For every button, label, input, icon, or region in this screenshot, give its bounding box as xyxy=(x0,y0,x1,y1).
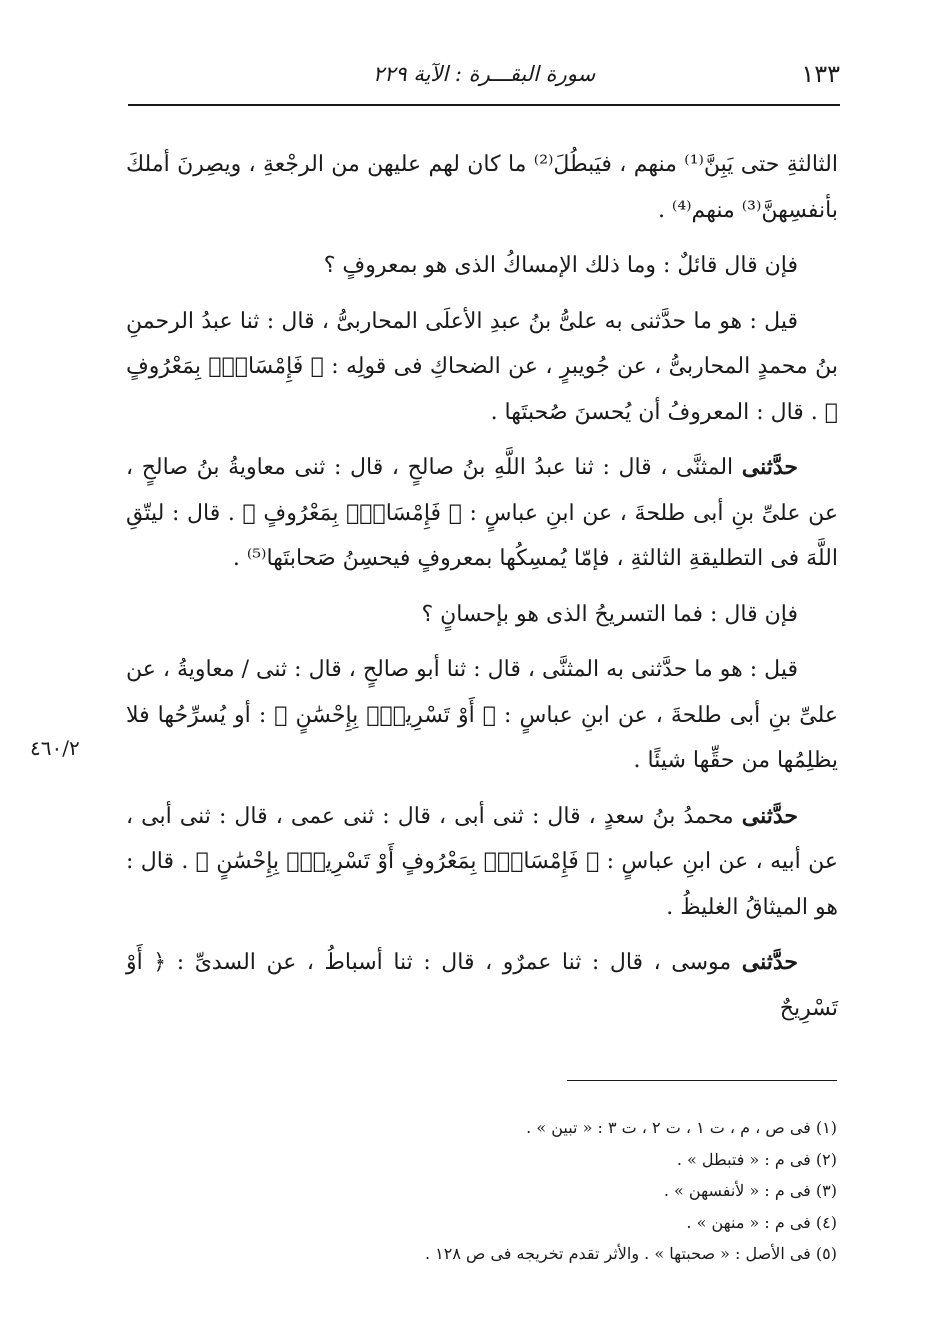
footnote-5: (٥) فى الأصل : « صحبتها » . والأثر تقدم تخريجه فى ص ١٢٨ . xyxy=(424,1244,837,1263)
hadith-lead-word: حدَّثنى xyxy=(741,802,798,829)
hadith-lead-word: حدَّثنى xyxy=(741,454,798,480)
hadith-lead-word: حدَّثنى xyxy=(741,949,798,975)
footnote-4: (٤) فى م : « منهن » . xyxy=(686,1212,837,1232)
footnote-rule xyxy=(567,1080,837,1081)
running-title: سورة البقـــرة : الآية ٢٢٩ xyxy=(372,62,596,86)
paragraph-4: حدَّثنى المثنَّى ، قال : ثنا عبدُ اللَّهِ بنُ صالحٍ ، قال : ثنى معاويةُ بنُ صالحٍ ، عن علىِّ بنِ أبى طلحةَ ، عن ابنِ عباسٍ : ﴿ فَإِمْسَاكٌۢ بِمَعْرُوفٍ ﴾ . قال : ليتّقِ اللَّهَ فى التطليقةِ الثالثةِ ، فإمّا يُمسِكُها بمعروفٍ فيحسِنُ صَحابتَها⁽⁵⁾ . xyxy=(126,454,838,571)
paragraph-2: فإن قال قائلٌ : وما ذلك الإمساكُ الذى هو بمعروفٍ ؟ xyxy=(323,253,798,278)
paragraph-5: فإن قال : فما التسريحُ الذى هو بإحسانٍ ؟ xyxy=(421,601,798,627)
margin-volume-page-note: ٤٦٠/٢ xyxy=(30,736,80,760)
page-number: ١٣٣ xyxy=(801,60,840,88)
footnote-1: (١) فى ص ، م ، ت ١ ، ت ٢ ، ت ٣ : « تبين » . xyxy=(526,1118,837,1137)
footnotes xyxy=(117,1112,837,1270)
paragraph-7: حدَّثنى محمدُ بنُ سعدٍ ، قال : ثنى أبى ، قال : ثنى عمى ، قال : ثنى أبى ، عن أبيه ، عن ابنِ عباسٍ : ﴿ فَإِمْسَاكٌۢ بِمَعْرُوفٍ أَوْ تَسْرِيحٌۢ بِإِحْسَٰنٍ ﴾ . قال : هو الميثاقُ الغليظُ . xyxy=(126,802,838,920)
paragraph-8: حدَّثنى موسى ، قال : ثنا عمرٌو ، قال : ثنا أسباطُ ، عن السدىِّ : ﴿ أَوْ تَسْرِيحٌ xyxy=(126,949,838,1021)
paragraph-1: الثالثةِ حتى يَبِنَّ⁽¹⁾ منهم ، فيَبطُلَ⁽²⁾ ما كان لهم عليهن من الرجْعةِ ، ويصِرنَ أملكَ بأنفسِهنَّ⁽³⁾ منهم⁽⁴⁾ . xyxy=(126,152,838,223)
footnote-3: (٣) فى م : « لأنفسهن » . xyxy=(663,1181,837,1200)
paragraph-3: قيل : هو ما حدَّثنى به علىُّ بنُ عبدِ الأعلَى المحاربىُّ ، قال : ثنا عبدُ الرحمنِ بنُ محمدٍ المحاربىُّ ، عن جُويبرٍ ، عن الضحاكِ فى قولِه : ﴿ فَإِمْسَاكٌۢ بِمَعْرُوفٍ ﴾ . قال : المعروفُ أن يُحسنَ صُحبتَها . xyxy=(126,308,838,425)
page-header xyxy=(128,58,840,98)
main-text xyxy=(126,142,838,1041)
header-rule xyxy=(128,104,840,106)
paragraph-6: قيل : هو ما حدَّثنى به المثنَّى ، قال : ثنا أبو صالحٍ ، قال : ثنى / معاويةُ ، عن علىِّ بنِ أبى طلحةَ ، عن ابنِ عباسٍ : ﴿ أَوْ تَسْرِيحٌۢ بِإِحْسَٰنٍ ﴾ : أو يُسرِّحُها فلا يظلِمُها من حقِّها شيئًا . xyxy=(126,657,838,773)
footnote-2: (٢) فى م : « فتبطل » . xyxy=(676,1149,837,1169)
